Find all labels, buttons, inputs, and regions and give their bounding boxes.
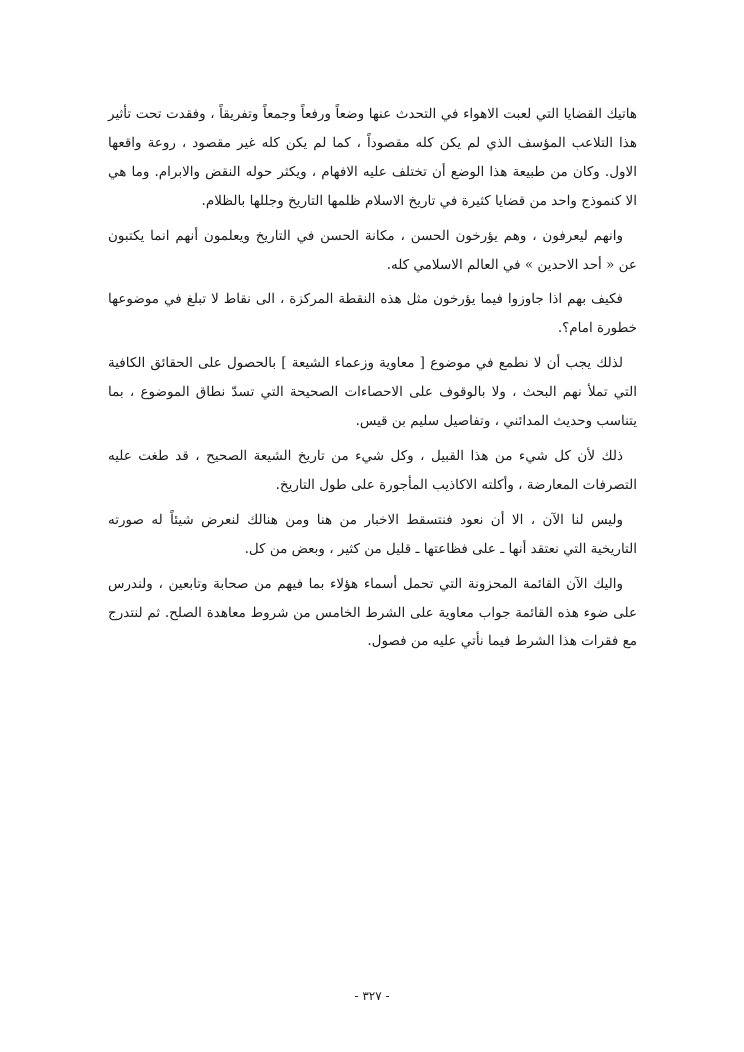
page-number: - ٣٢٧ -	[354, 989, 390, 1003]
body-text	[108, 100, 637, 662]
paragraph-3: فكيف بهم اذا جاوزوا فيما يؤرخون مثل هذه النقطة المركزة ، الى نقاط لا تبلغ في موضوعها خطورة امام؟.	[108, 291, 637, 337]
paragraph-4: لذلك يجب أن لا نطمع في موضوع [ معاوية وزعماء الشيعة ] بالحصول على الحقائق الكافية التي تملأ نهم البحث ، ولا بالوقوف على الاحصاءات الصحيحة التي تسدّ نطاق الموضوع ، بما يتناسب وحديث المدائني ، وتفاصيل سليم بن قيس.	[108, 355, 637, 430]
paragraph-5: ذلك لأن كل شيء من هذا القبيل ، وكل شيء من تاريخ الشيعة الصحيح ، قد طغت عليه التصرفات المعارضة ، وأكلته الاكاذيب المأجورة على طول التاريخ.	[108, 447, 637, 493]
paragraph-7: واليك الآن القائمة المحزونة التي تحمل أسماء هؤلاء بما فيهم من صحابة وتابعين ، ولندرس على ضوء هذه القائمة جواب معاوية على الشرط الخامس من شروط معاهدة الصلح. ثم لنتدرج مع فقرات هذا الشرط فيما نأتي عليه من فصول.	[108, 575, 637, 650]
paragraph-2: وانهم ليعرفون ، وهم يؤرخون الحسن ، مكانة الحسن في التاريخ ويعلمون أنهم انما يكتبون عن « أحد الاحدين » في العالم الاسلامي كله.	[108, 227, 637, 273]
paragraph-1: هاتيك القضايا التي لعبت الاهواء في التحدث عنها وضعاً ورفعاً وجمعاً وتفريقاً ، وفقدت تحت تأثير هذا التلاعب المؤسف الذي لم يكن كله مقصوداً ، كما لم يكن كله غير مقصود ، روعة واقعها الاول. وكان من طبيعة هذا الوضع أن تختلف عليه الافهام ، ويكثر حوله النقض والابرام. وما هي الا كنموذج واحد من قضايا كثيرة في تاريخ الاسلام ظلمها التاريخ وجللها بالظلام.	[108, 106, 637, 209]
paragraph-6: وليس لنا الآن ، الا أن نعود فنتسقط الاخبار من هنا ومن هنالك لنعرض شيئاً له صورته التاريخية التي نعتقد أنها ـ على فظاعتها ـ قليل من كثير ، وبعض من كل.	[108, 511, 637, 557]
